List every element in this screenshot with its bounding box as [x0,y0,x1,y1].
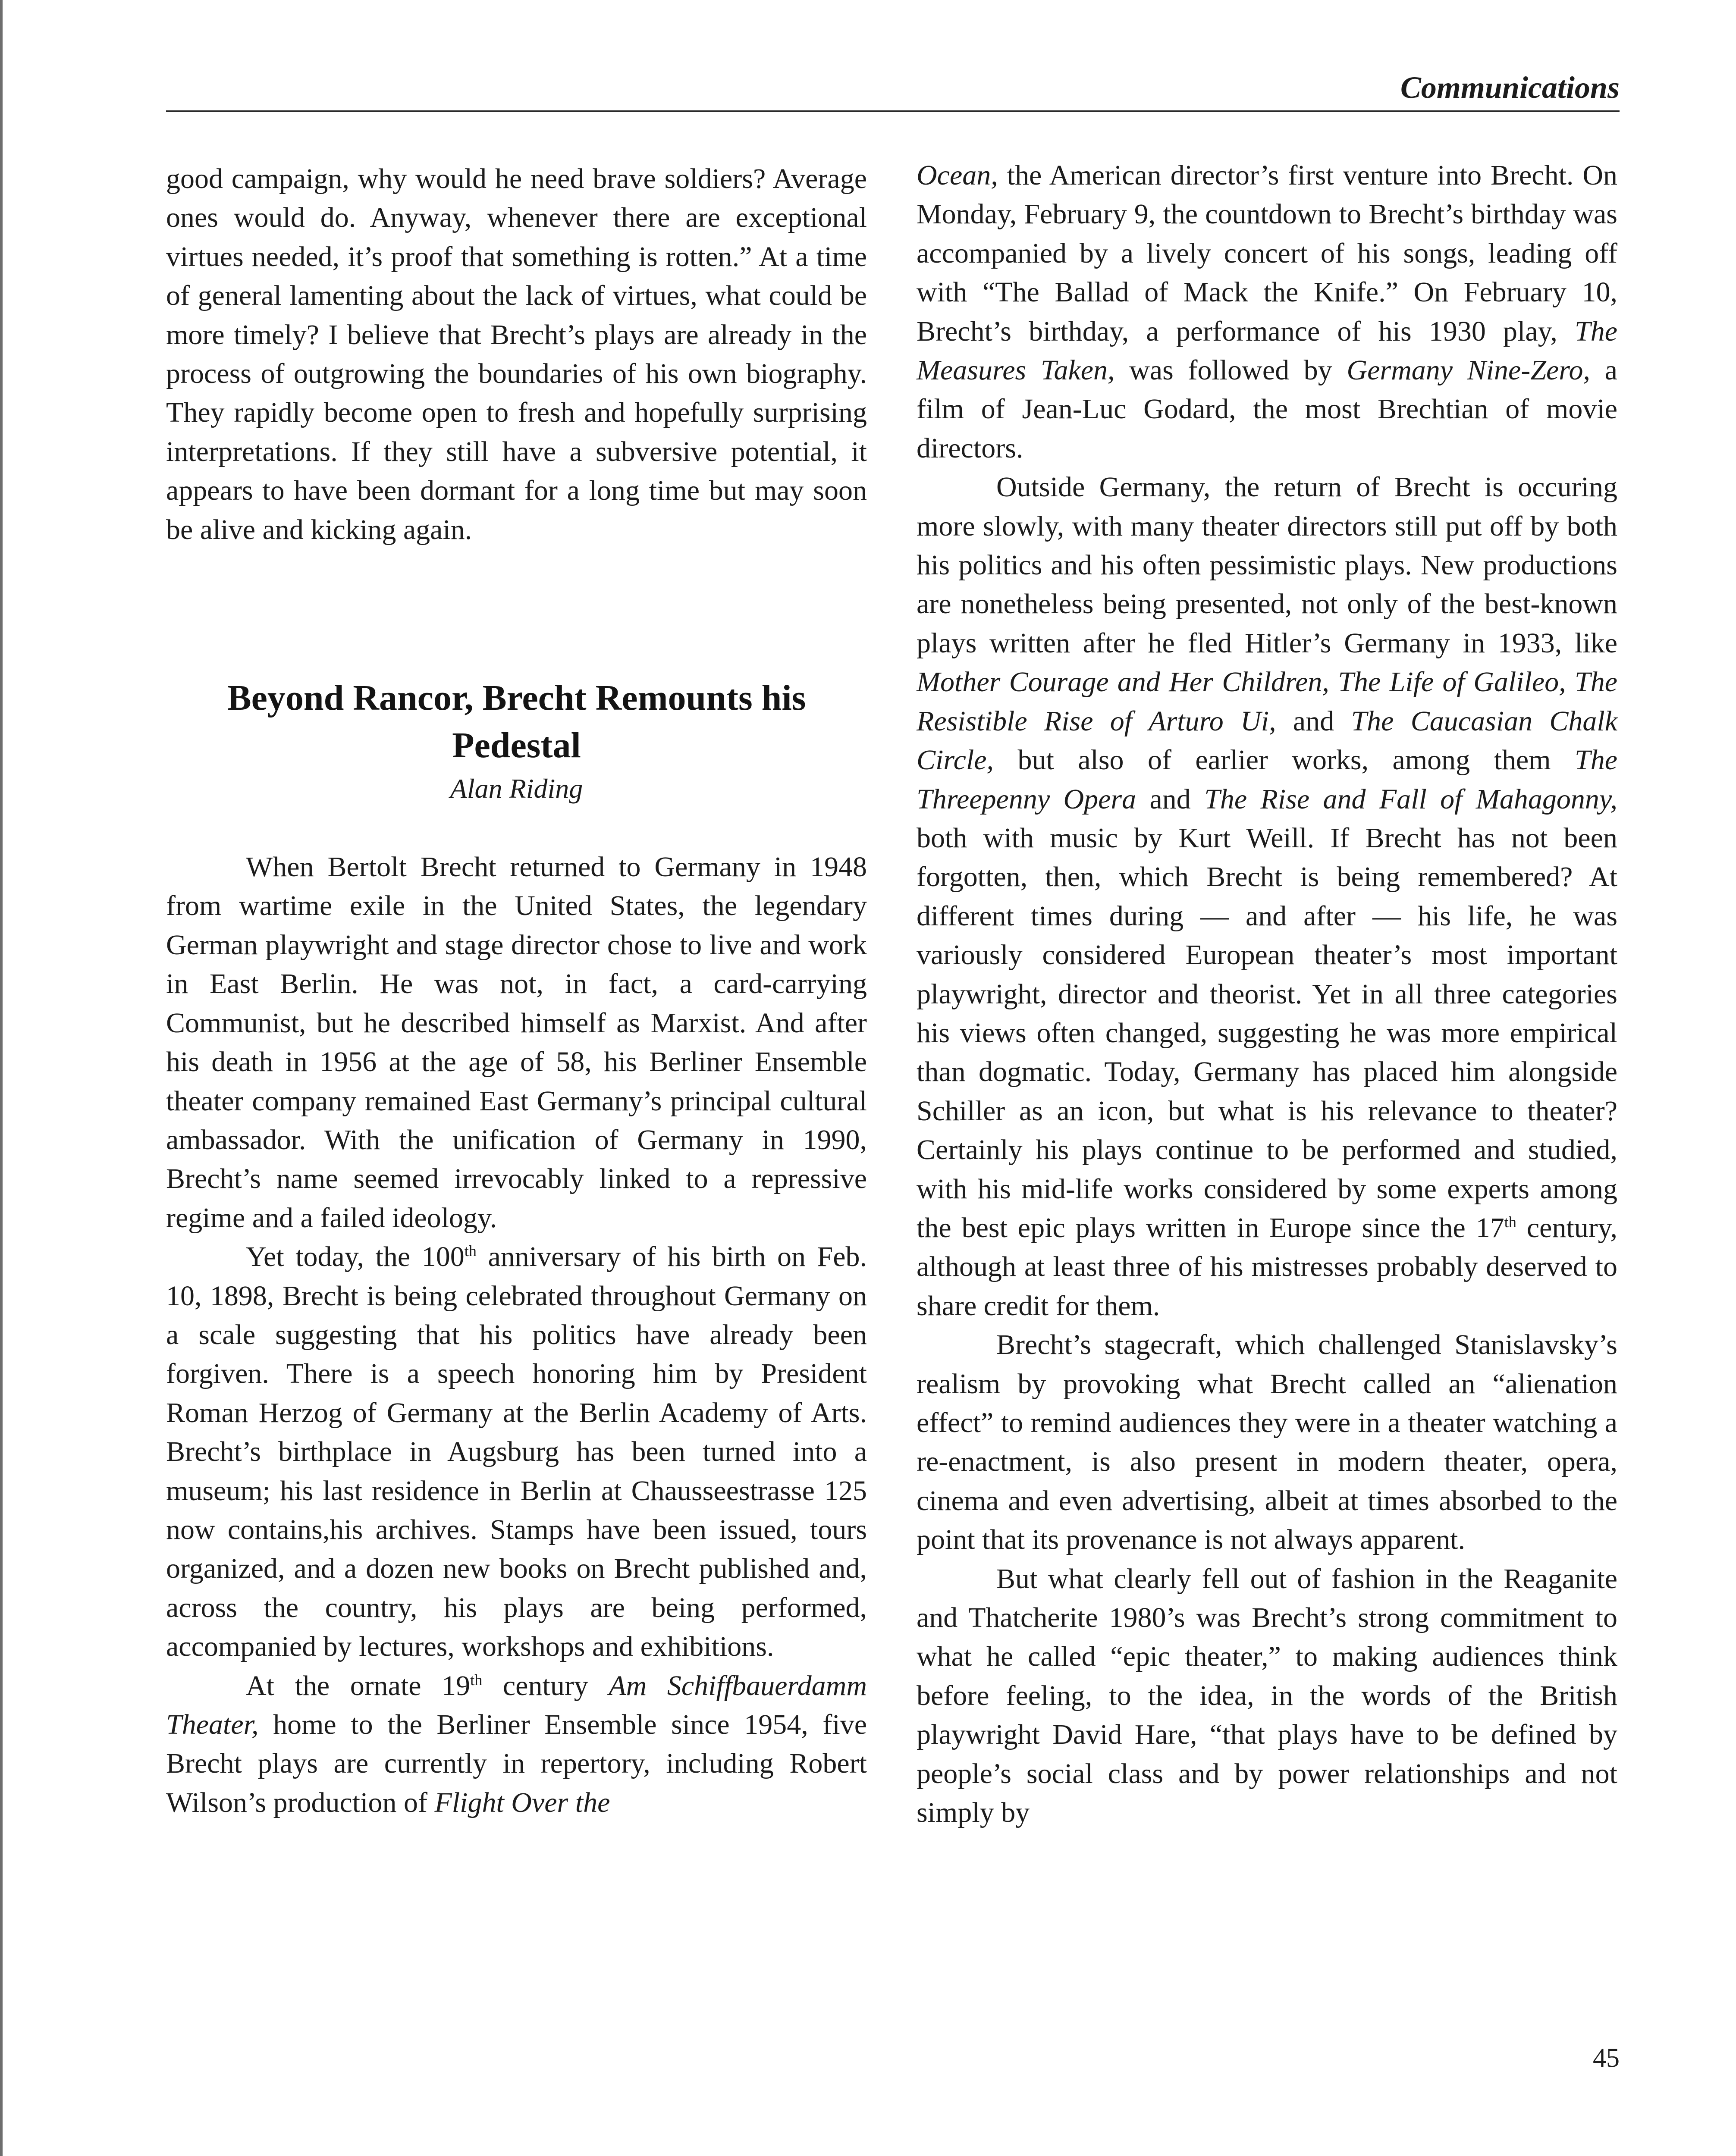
continued-paragraph: good campaign, why would he need brave soldiers? Average ones would do. Anyway, whenever there are exceptional virtues needed, it’s proof that something is rotten.” At a time of general lamenting about the lack of virtues, what could be more timely? I believe that Brecht’s plays are already in the process of outgrowing the boundaries of his own biography. They rapidly become open to fresh and hopefully surprising interpretations. If they still have a subversive potential, it appears to have been dormant for a long time but may soon be alive and kicking again. [166,163,867,545]
page-edge [0,0,3,2156]
header-rule [166,110,1620,112]
article-paragraph: When Bertolt Brecht returned to Germany in 1948 from wartime exile in the United States, the legendary German playwright and stage director chose to live and work in East Berlin. He was not, in fact, a card-carrying Communist, but he described himself as Marxist. And after his death in 1956 at the age of 58, his Berliner Ensemble theater company remained East Germany’s principal cultural ambassador. With the unification of Germany in 1990, Brecht’s name seemed irrevocably linked to a repressive regime and a failed ideology. [166,851,867,1234]
page-number: 45 [1593,2043,1620,2073]
article-paragraph: At the ornate 19th century Am Schiffbauerdamm Theater, home to the Berliner Ensemble since 1954, five Brecht plays are currently in repertory, including Robert Wilson’s production of Flight Over the [166,1670,867,1818]
article-paragraph: Ocean, the American director’s first venture into Brecht. On Monday, February 9, the countdown to Brecht’s birthday was accompanied by a lively concert of his songs, leading off with “The Ballad of Mack the Knife.” On February 10, Brecht’s birthday, a performance of his 1930 play, The Measures Taken, was followed by Germany Nine-Zero, a film of Jean-Luc Godard, the most Brechtian of movie directors. [917,160,1617,464]
article-author: Alan Riding [450,773,583,804]
article-title: Beyond Rancor, Brecht Remounts his Pedestal [227,678,806,766]
article-paragraph: Brecht’s stagecraft, which challenged Stanislavsky’s realism by provoking what Brecht called an “alienation effect” to remind audiences they were in a theater watching a re-enactment, is also present in modern theater, opera, cinema and even advertising, albeit at times absorbed to the point that its provenance is not always apparent. [917,1329,1617,1556]
article-paragraph: Outside Germany, the return of Brecht is occuring more slowly, with many theater directors still put off by both his politics and his often pessimistic plays. New productions are nonetheless being presented, not only of the best-known plays written after he fled Hitler’s Germany in 1933, like Mother Courage and Her Children, The Life of Galileo, The Resistible Rise of Arturo Ui, and The Caucasian Chalk Circle, but also of earlier works, among them The Threepenny Opera and The Rise and Fall of Mahagonny, both with music by Kurt Weill. If Brecht has not been forgotten, then, which Brecht is being remembered? At different times during — and after — his life, he was variously considered European theater’s most important playwright, director and theorist. Yet in all three categories his views often changed, suggesting he was more empirical than dogmatic. Today, Germany has placed him alongside Schiller as an icon, but what is his relevance to theater? Certainly his plays continue to be performed and studied, with his mid-life works considered by some experts among the best epic plays written in Europe since the 17th century, although at least three of his mistresses probably deserved to share credit for them. [917,471,1618,1322]
article-paragraph: Yet today, the 100th anniversary of his birth on Feb. 10, 1898, Brecht is being celebrated throughout Germany on a scale suggesting that his politics have already been forgiven. There is a speech honoring him by President Roman Herzog of Germany at the Berlin Academy of Arts. Brecht’s birthplace in Augsburg has been turned into a museum; his last residence in Berlin at Chausseestrasse 125 now contains,his archives. Stamps have been issued, tours organized, and a dozen new books on Brecht published and, across the country, his plays are being performed, accompanied by lectures, workshops and exhibitions. [166,1241,867,1663]
left-column [166,160,867,1822]
article-paragraph: But what clearly fell out of fashion in the Reaganite and Thatcherite 1980’s was Brecht’s strong commitment to what he called “epic theater,” to making audiences think before feeling, to the idea, in the words of the British playwright David Hare, “that plays have to be defined by people’s social class and by power relationships and not simply by [917,1563,1617,1829]
right-column [917,156,1617,1832]
section-header: Communications [1400,70,1620,105]
